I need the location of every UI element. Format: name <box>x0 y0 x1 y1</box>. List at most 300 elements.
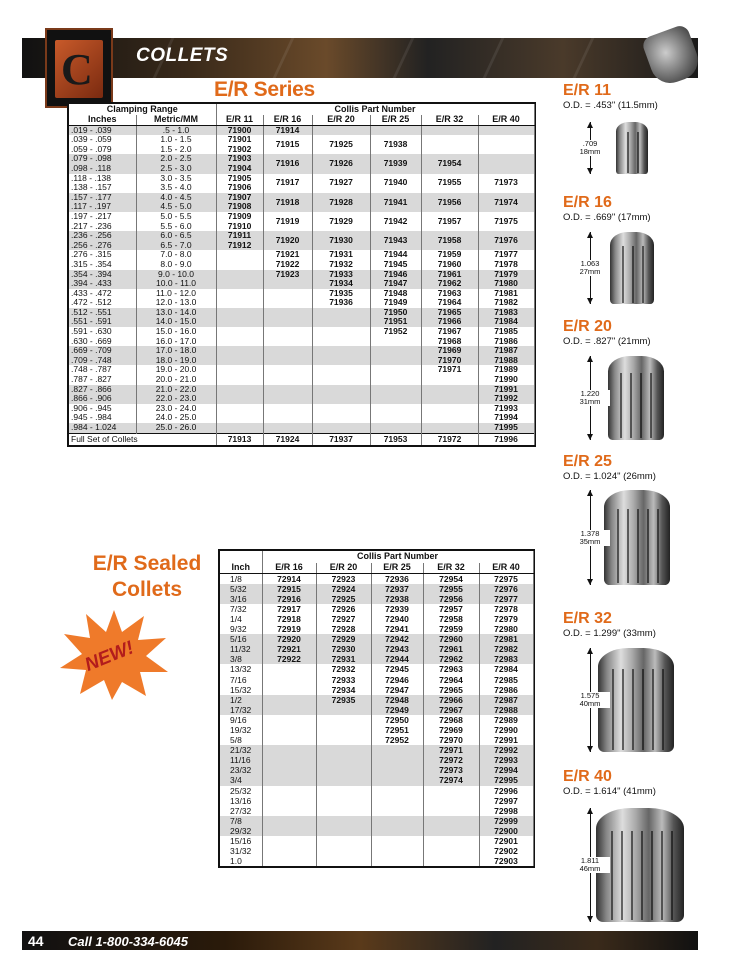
inch-range-cell: .039 - .059 <box>69 135 136 145</box>
er20-part-cell: 71933 <box>312 270 370 280</box>
sealed-part-cell <box>262 745 316 755</box>
sealed-row <box>220 836 533 846</box>
er-series-row <box>69 231 534 241</box>
sealed-part-cell: 72945 <box>371 664 423 674</box>
er16-part-cell <box>263 327 312 337</box>
logo-letter: C <box>61 45 93 94</box>
er32-part-cell: 71958 <box>421 231 478 250</box>
sealed-part-cell: 72954 <box>423 573 479 584</box>
phone-number: Call 1-800-334-6045 <box>68 934 188 949</box>
sealed-row <box>220 705 533 715</box>
sealed-row <box>220 735 533 745</box>
er40-part-cell: 71987 <box>478 346 534 356</box>
er11-part-cell: 71900 <box>216 125 263 135</box>
sealed-part-cell: 72923 <box>316 573 371 584</box>
sealed-part-cell: 72957 <box>423 604 479 614</box>
sealed-part-cell: 72914 <box>262 573 316 584</box>
full-set-label: Full Set of Collets <box>69 433 216 445</box>
er11-part-cell <box>216 317 263 327</box>
sealed-part-cell: 72998 <box>479 806 533 816</box>
er16-part-cell: 71915 <box>263 135 312 154</box>
sealed-part-cell <box>316 725 371 735</box>
dimension-inches: 1.575 <box>580 691 600 700</box>
er25-part-cell <box>370 423 421 433</box>
sealed-part-cell: 72925 <box>316 594 371 604</box>
er16-part-cell <box>263 394 312 404</box>
sealed-part-cell: 72978 <box>479 604 533 614</box>
sealed-part-cell <box>316 775 371 785</box>
er11-part-cell: 71909 <box>216 212 263 222</box>
er32-part-cell: 71955 <box>421 174 478 193</box>
collet-size-label: E/R 40 <box>563 768 612 785</box>
er20-part-cell: 71932 <box>312 260 370 270</box>
sealed-part-cell <box>262 816 316 826</box>
full-set-part-cell: 71913 <box>216 433 263 445</box>
sealed-row <box>220 816 533 826</box>
sealed-col-er20: E/R 20 <box>316 563 371 573</box>
er-series-row <box>69 327 534 337</box>
sealed-row <box>220 594 533 604</box>
sealed-row <box>220 604 533 614</box>
sealed-part-cell: 72966 <box>423 695 479 705</box>
full-set-part-cell: 71937 <box>312 433 370 445</box>
collet-size-label: E/R 20 <box>563 318 612 335</box>
inch-range-cell: .591 - .630 <box>69 327 136 337</box>
er40-part-cell: 71982 <box>478 298 534 308</box>
sealed-part-cell <box>371 755 423 765</box>
sealed-inch-cell: 3/4 <box>220 775 262 785</box>
sealed-part-cell <box>423 846 479 856</box>
sealed-part-cell <box>316 836 371 846</box>
er20-part-cell <box>312 308 370 318</box>
sealed-part-cell: 72935 <box>316 695 371 705</box>
sealed-part-cell <box>423 806 479 816</box>
metric-range-cell: 21.0 - 22.0 <box>136 385 216 395</box>
sealed-part-cell: 72933 <box>316 675 371 685</box>
sealed-part-cell <box>262 715 316 725</box>
sealed-part-cell: 72902 <box>479 846 533 856</box>
er25-part-cell: 71942 <box>370 212 421 231</box>
sealed-part-cell <box>262 806 316 816</box>
sealed-title-line1: E/R Sealed <box>92 552 202 575</box>
sealed-row <box>220 786 533 796</box>
full-set-part-cell: 71953 <box>370 433 421 445</box>
er40-part-cell: 71986 <box>478 337 534 347</box>
sealed-part-cell <box>371 765 423 775</box>
sealed-part-cell: 72903 <box>479 856 533 866</box>
sealed-part-cell: 72992 <box>479 745 533 755</box>
sealed-row <box>220 624 533 634</box>
er11-part-cell: 71902 <box>216 145 263 155</box>
er40-part-cell: 71985 <box>478 327 534 337</box>
collet-slots <box>612 373 659 439</box>
sealed-inch-cell: 3/8 <box>220 654 262 664</box>
er11-part-cell: 71901 <box>216 135 263 145</box>
er11-part-cell <box>216 250 263 260</box>
sealed-part-cell: 72977 <box>479 594 533 604</box>
metric-range-cell: 8.0 - 9.0 <box>136 260 216 270</box>
col-er20: E/R 20 <box>312 115 370 125</box>
sealed-part-cell <box>262 856 316 866</box>
sealed-inch-cell: 21/32 <box>220 745 262 755</box>
er32-part-cell: 71971 <box>421 365 478 375</box>
metric-range-cell: 3.0 - 3.5 <box>136 174 216 184</box>
metric-range-cell: 14.0 - 15.0 <box>136 317 216 327</box>
sealed-part-cell: 72900 <box>479 826 533 836</box>
sealed-inch-cell: 13/16 <box>220 796 262 806</box>
er40-part-cell <box>478 154 534 173</box>
er11-part-cell: 71910 <box>216 222 263 232</box>
er40-part-cell: 71981 <box>478 289 534 299</box>
sealed-inch-cell: 17/32 <box>220 705 262 715</box>
er25-part-cell: 71938 <box>370 135 421 154</box>
height-dimension <box>570 140 610 156</box>
sealed-part-cell <box>371 846 423 856</box>
sealed-row <box>220 755 533 765</box>
sealed-part-cell: 72971 <box>423 745 479 755</box>
sealed-part-cell <box>262 735 316 745</box>
sealed-part-cell: 72932 <box>316 664 371 674</box>
er32-part-cell: 71969 <box>421 346 478 356</box>
collet-photo <box>604 490 670 585</box>
er25-part-cell: 71948 <box>370 289 421 299</box>
collet-photo <box>610 232 654 304</box>
sealed-part-cell <box>262 725 316 735</box>
dimension-inches: 1.063 <box>580 259 600 268</box>
sealed-part-cell: 72922 <box>262 654 316 664</box>
er11-part-cell <box>216 308 263 318</box>
sealed-part-cell: 72981 <box>479 634 533 644</box>
sealed-part-cell: 72985 <box>479 675 533 685</box>
er32-part-cell: 71962 <box>421 279 478 289</box>
metric-range-cell: 10.0 - 11.0 <box>136 279 216 289</box>
er40-part-cell: 71992 <box>478 394 534 404</box>
sealed-part-cell <box>262 796 316 806</box>
er32-part-cell: 71956 <box>421 193 478 212</box>
metric-range-cell: 25.0 - 26.0 <box>136 423 216 433</box>
inch-range-cell: .551 - .591 <box>69 317 136 327</box>
sealed-part-cell: 72934 <box>316 685 371 695</box>
sealed-part-cell <box>371 775 423 785</box>
sealed-title <box>92 551 202 603</box>
sealed-part-cell: 72982 <box>479 644 533 654</box>
height-dimension <box>570 857 610 873</box>
er25-part-cell <box>370 413 421 423</box>
col-metric: Metric/MM <box>136 115 216 125</box>
sealed-part-cell: 72958 <box>423 614 479 624</box>
sealed-part-cell <box>262 836 316 846</box>
er11-part-cell: 71906 <box>216 183 263 193</box>
collet-od-label: O.D. = 1.024" (26mm) <box>563 471 656 482</box>
sealed-part-cell <box>423 856 479 866</box>
er20-part-cell: 71927 <box>312 174 370 193</box>
er25-part-cell <box>370 404 421 414</box>
sealed-row <box>220 573 533 584</box>
er40-part-cell: 71988 <box>478 356 534 366</box>
sealed-part-cell <box>423 836 479 846</box>
sealed-table <box>218 549 535 868</box>
er20-part-cell <box>312 327 370 337</box>
er20-part-cell <box>312 385 370 395</box>
sealed-part-cell: 72915 <box>262 584 316 594</box>
sealed-part-cell: 72943 <box>371 644 423 654</box>
er11-part-cell <box>216 270 263 280</box>
er20-part-cell: 71929 <box>312 212 370 231</box>
sealed-inch-cell: 7/16 <box>220 675 262 685</box>
col-er11: E/R 11 <box>216 115 263 125</box>
metric-range-cell: 19.0 - 20.0 <box>136 365 216 375</box>
section-title: COLLETS <box>136 45 229 66</box>
collet-slots <box>609 509 664 583</box>
col-er32: E/R 32 <box>421 115 478 125</box>
er32-part-cell: 71966 <box>421 317 478 327</box>
full-set-part-cell: 71996 <box>478 433 534 445</box>
er11-part-cell: 71905 <box>216 174 263 184</box>
inch-range-cell: .157 - .177 <box>69 193 136 203</box>
er16-part-cell <box>263 298 312 308</box>
sealed-part-cell <box>423 826 479 836</box>
er25-part-cell <box>370 375 421 385</box>
er11-part-cell <box>216 356 263 366</box>
sealed-inch-cell: 1/4 <box>220 614 262 624</box>
sealed-part-cell <box>316 745 371 755</box>
er25-part-cell: 71949 <box>370 298 421 308</box>
sealed-part-cell <box>316 755 371 765</box>
company-logo <box>45 28 113 108</box>
sealed-row <box>220 695 533 705</box>
inch-range-cell: .945 - .984 <box>69 413 136 423</box>
er32-part-cell <box>421 423 478 433</box>
metric-range-cell: 12.0 - 13.0 <box>136 298 216 308</box>
er-series-row <box>69 250 534 260</box>
sealed-row <box>220 856 533 866</box>
er25-part-cell <box>370 125 421 135</box>
collet-od-label: O.D. = 1.614" (41mm) <box>563 786 656 797</box>
collet-photo <box>608 356 664 440</box>
collet-od-label: O.D. = .827" (21mm) <box>563 336 651 347</box>
banner-collet-image <box>641 23 704 88</box>
sealed-part-cell <box>316 715 371 725</box>
sealed-part-cell: 72928 <box>316 624 371 634</box>
sealed-row <box>220 614 533 624</box>
er40-part-cell: 71978 <box>478 260 534 270</box>
height-dimension <box>570 692 610 708</box>
er20-part-cell <box>312 317 370 327</box>
collet-size-label: E/R 16 <box>563 194 612 211</box>
sealed-inch-cell: 31/32 <box>220 846 262 856</box>
dimension-inches: 1.220 <box>580 389 600 398</box>
sealed-part-cell: 72939 <box>371 604 423 614</box>
sealed-part-cell <box>262 826 316 836</box>
er-series-row <box>69 375 534 385</box>
er-series-row <box>69 365 534 375</box>
metric-range-cell: 22.0 - 23.0 <box>136 394 216 404</box>
sealed-part-cell: 72936 <box>371 573 423 584</box>
sealed-part-cell: 72929 <box>316 634 371 644</box>
inch-range-cell: .866 - .906 <box>69 394 136 404</box>
sealed-row <box>220 654 533 664</box>
er-series-row <box>69 308 534 318</box>
metric-range-cell: 1.0 - 1.5 <box>136 135 216 145</box>
inch-range-cell: .197 - .217 <box>69 212 136 222</box>
collet-slots <box>614 246 651 302</box>
metric-range-cell: 17.0 - 18.0 <box>136 346 216 356</box>
er40-part-cell <box>478 125 534 135</box>
inch-range-cell: .117 - .197 <box>69 202 136 212</box>
er25-part-cell <box>370 385 421 395</box>
sealed-part-cell <box>371 796 423 806</box>
sealed-part-cell <box>316 826 371 836</box>
er32-part-cell <box>421 413 478 423</box>
metric-range-cell: 2.5 - 3.0 <box>136 164 216 174</box>
inch-range-cell: .217 - .236 <box>69 222 136 232</box>
er25-part-cell <box>370 365 421 375</box>
dimension-mm: 18mm <box>579 147 601 156</box>
er25-part-cell <box>370 394 421 404</box>
inch-range-cell: .433 - .472 <box>69 289 136 299</box>
sealed-part-cell: 72920 <box>262 634 316 644</box>
sealed-part-cell: 72988 <box>479 705 533 715</box>
sealed-inch-cell: 5/8 <box>220 735 262 745</box>
col-er40: E/R 40 <box>478 115 534 125</box>
collet-size-label: E/R 11 <box>563 82 612 99</box>
metric-range-cell: 7.0 - 8.0 <box>136 250 216 260</box>
er32-part-cell: 71970 <box>421 356 478 366</box>
sealed-part-cell <box>262 675 316 685</box>
er25-part-cell <box>370 356 421 366</box>
col-er16: E/R 16 <box>263 115 312 125</box>
sealed-part-cell: 72972 <box>423 755 479 765</box>
er16-part-cell: 71917 <box>263 174 312 193</box>
sealed-part-cell: 72995 <box>479 775 533 785</box>
sealed-part-cell: 72951 <box>371 725 423 735</box>
sealed-part-cell: 72955 <box>423 584 479 594</box>
inch-range-cell: .709 - .748 <box>69 356 136 366</box>
metric-range-cell: 23.0 - 24.0 <box>136 404 216 414</box>
sealed-inch-cell: 7/8 <box>220 816 262 826</box>
sealed-col-er16: E/R 16 <box>262 563 316 573</box>
col-inches: Inches <box>69 115 136 125</box>
er32-part-cell <box>421 394 478 404</box>
sealed-part-cell: 72963 <box>423 664 479 674</box>
er11-part-cell: 71907 <box>216 193 263 203</box>
sealed-inch-cell: 15/32 <box>220 685 262 695</box>
er20-part-cell <box>312 375 370 385</box>
er11-part-cell <box>216 394 263 404</box>
er-series-row <box>69 413 534 423</box>
sealed-inch-cell: 9/32 <box>220 624 262 634</box>
sealed-part-cell: 72930 <box>316 644 371 654</box>
er16-part-cell: 71914 <box>263 125 312 135</box>
sealed-part-cell: 72961 <box>423 644 479 654</box>
er-series-row <box>69 298 534 308</box>
sealed-part-cell: 72994 <box>479 765 533 775</box>
er25-part-cell: 71939 <box>370 154 421 173</box>
sealed-part-cell <box>262 786 316 796</box>
inch-range-cell: .669 - .709 <box>69 346 136 356</box>
sealed-inch-cell: 29/32 <box>220 826 262 836</box>
sealed-inch-cell: 9/16 <box>220 715 262 725</box>
sealed-inch-cell: 7/32 <box>220 604 262 614</box>
sealed-inch-cell: 11/16 <box>220 755 262 765</box>
er-series-title: E/R Series <box>214 78 315 101</box>
er-series-row <box>69 270 534 280</box>
sealed-part-cell: 72974 <box>423 775 479 785</box>
sealed-part-cell: 72919 <box>262 624 316 634</box>
er11-part-cell <box>216 375 263 385</box>
sealed-part-cell <box>316 765 371 775</box>
er-series-row <box>69 423 534 433</box>
sealed-part-cell: 72956 <box>423 594 479 604</box>
metric-range-cell: 5.5 - 6.0 <box>136 222 216 232</box>
er11-part-cell <box>216 423 263 433</box>
er-series-table <box>67 102 536 447</box>
er16-part-cell <box>263 317 312 327</box>
er16-part-cell: 71916 <box>263 154 312 173</box>
er11-part-cell <box>216 365 263 375</box>
er-series-row <box>69 135 534 145</box>
sealed-part-cell <box>423 786 479 796</box>
dimension-inches: .709 <box>582 139 598 148</box>
sealed-part-cell: 72942 <box>371 634 423 644</box>
inch-range-cell: .827 - .866 <box>69 385 136 395</box>
er11-part-cell <box>216 404 263 414</box>
header-banner <box>22 38 698 78</box>
sealed-row <box>220 675 533 685</box>
sealed-row <box>220 846 533 856</box>
sealed-part-cell <box>262 755 316 765</box>
er-series-row <box>69 212 534 222</box>
metric-range-cell: 5.0 - 5.5 <box>136 212 216 222</box>
er11-part-cell: 71908 <box>216 202 263 212</box>
er11-part-cell: 71903 <box>216 154 263 164</box>
metric-range-cell: 2.0 - 2.5 <box>136 154 216 164</box>
dimension-mm: 31mm <box>579 397 601 406</box>
sealed-part-cell <box>316 705 371 715</box>
er20-part-cell: 71930 <box>312 231 370 250</box>
dimension-mm: 35mm <box>579 536 601 546</box>
er40-part-cell: 71979 <box>478 270 534 280</box>
sealed-part-cell <box>262 695 316 705</box>
er25-part-cell: 71950 <box>370 308 421 318</box>
new-badge-text: NEW! <box>82 637 137 676</box>
sealed-row <box>220 796 533 806</box>
er16-part-cell: 71922 <box>263 260 312 270</box>
er-series-row <box>69 154 534 164</box>
inch-range-cell: .098 - .118 <box>69 164 136 174</box>
er25-part-cell: 71940 <box>370 174 421 193</box>
er25-part-cell <box>370 346 421 356</box>
sealed-part-cell: 72950 <box>371 715 423 725</box>
er20-part-cell: 71935 <box>312 289 370 299</box>
sealed-part-cell: 72921 <box>262 644 316 654</box>
metric-range-cell: .5 - 1.0 <box>136 125 216 135</box>
sealed-row <box>220 826 533 836</box>
metric-range-cell: 1.5 - 2.0 <box>136 145 216 155</box>
sealed-col-inch: Inch <box>220 563 262 573</box>
er25-part-cell: 71947 <box>370 279 421 289</box>
sealed-inch-cell: 25/32 <box>220 786 262 796</box>
er32-part-cell: 71964 <box>421 298 478 308</box>
sealed-part-cell: 72960 <box>423 634 479 644</box>
sealed-part-cell: 72917 <box>262 604 316 614</box>
er20-part-cell: 71934 <box>312 279 370 289</box>
sealed-inch-cell: 27/32 <box>220 806 262 816</box>
dimension-mm: 27mm <box>579 267 601 276</box>
sealed-row <box>220 765 533 775</box>
sealed-title-line2: Collets <box>111 578 182 601</box>
dimension-mm: 40mm <box>579 699 601 708</box>
